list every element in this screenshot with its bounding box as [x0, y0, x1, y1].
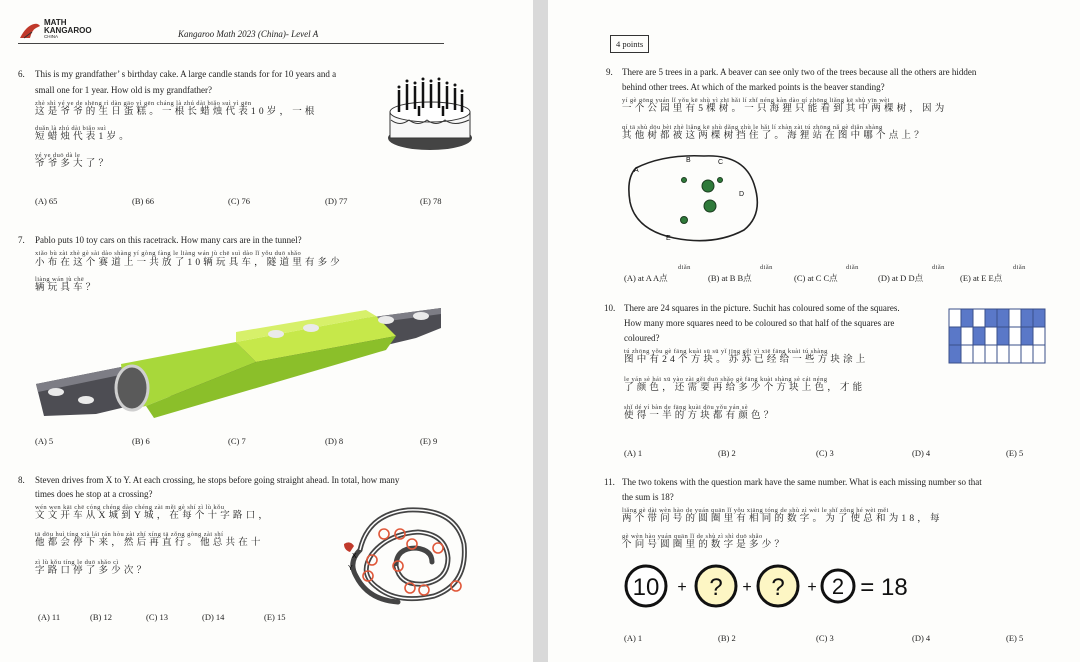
right-page — [548, 0, 1080, 662]
q6-option-a[interactable]: (A) 65 — [35, 196, 58, 206]
q7-chinese2: 辆玩具车？ — [35, 283, 99, 293]
grid-square — [1021, 345, 1033, 363]
q9-chinese2: 其他树都被这两棵树挡住了。海狸站在图中哪个点上？ — [622, 131, 927, 141]
q8-option-c[interactable]: (C) 13 — [146, 612, 168, 622]
grid-square — [973, 327, 985, 345]
grid-square — [1009, 309, 1021, 327]
q11-option-a[interactable]: (A) 1 — [624, 633, 643, 643]
q9-option-d[interactable]: (D) at D D点 — [878, 273, 924, 283]
token-question-2-label: ? — [771, 574, 785, 601]
q7-option-c[interactable]: (C) 7 — [228, 436, 246, 446]
colored-squares-grid — [948, 308, 1046, 364]
park-point-a: A — [634, 167, 639, 174]
grid-square — [949, 327, 961, 345]
q6-pinyin3: yé ye duō dà le — [35, 152, 81, 159]
left-page — [0, 0, 533, 662]
q11-option-d[interactable]: (D) 4 — [912, 633, 931, 643]
grid-square — [1021, 309, 1033, 327]
q8-option-b[interactable]: (B) 12 — [90, 612, 112, 622]
logo-text-china: CHINA — [44, 34, 59, 39]
logo-text-kangaroo: KANGAROO — [44, 26, 92, 35]
q9-chinese1: 一个公园里有5棵树。一只海狸只能看到其中两棵树，因为 — [622, 104, 948, 114]
q10-text-line1: There are 24 squares in the picture. Suchit has coloured some of the squares. — [624, 303, 900, 313]
q9-option-c[interactable]: (C) at C C点 — [794, 273, 838, 283]
grid-square — [961, 345, 973, 363]
token-equation — [620, 560, 930, 612]
q9-pinyin1: yí gè gōng yuán lǐ yǒu kē shù yì zhī hǎi lí zhǐ néng kàn dào qí zhōng liǎng kē shù yīn wèi — [622, 97, 890, 104]
q7-pinyin1: xiǎo bù zài zhè gè sài dào shàng yí gòng fàng le liàng wán jù chē suì dào lǐ yǒu duō shǎo — [35, 250, 302, 257]
q9-option-a-pinyin: diǎn — [678, 264, 691, 271]
park-point-e: E — [666, 235, 671, 242]
q8-option-d[interactable]: (D) 14 — [202, 612, 225, 622]
grid-square — [1009, 345, 1021, 363]
q8-number: 8. — [18, 475, 25, 485]
q10-chinese2: 了颜色，还需要再给多少个方块上色，才能 — [624, 383, 866, 393]
header-rule — [18, 43, 444, 44]
road-map-image — [338, 504, 473, 608]
grid-square — [973, 345, 985, 363]
page-gutter — [533, 0, 548, 662]
q6-chinese3: 爷爷多大了？ — [35, 159, 112, 169]
q6-text-line2: small one for 1 year. How old is my grandfather? — [35, 85, 212, 95]
q10-text-line3: coloured? — [624, 333, 660, 343]
park-point-d: D — [739, 191, 745, 198]
q9-text-line2: behind other trees. At which of the marked points is the beaver standing? — [622, 82, 885, 92]
logo-text-math: MATH — [44, 18, 67, 27]
points-badge: 4 points — [610, 35, 649, 53]
grid-square — [985, 309, 997, 327]
q11-text-line2: the sum is 18? — [622, 492, 674, 502]
q10-pinyin2: le yán sè hái xū yào zài gěi duō shǎo gè fāng kuài shàng sè cái néng — [624, 376, 828, 383]
q9-option-b-pinyin: diǎn — [760, 264, 773, 271]
q7-option-d[interactable]: (D) 8 — [325, 436, 344, 446]
q10-chinese1: 图中有24个方块。苏苏已经给一些方块涂上 — [624, 355, 869, 365]
park-image — [624, 150, 766, 246]
grid-square — [985, 345, 997, 363]
plus-sign-3: + — [807, 579, 817, 596]
grid-square — [997, 309, 1009, 327]
grid-square — [997, 345, 1009, 363]
header-title: Kangaroo Math 2023 (China)- Level A — [178, 29, 319, 39]
q6-option-e[interactable]: (E) 78 — [420, 196, 442, 206]
q11-pinyin2: gè wèn hào yuán quān lǐ de shù zì shì duō shǎo — [622, 533, 763, 540]
grid-square — [949, 309, 961, 327]
q8-option-a[interactable]: (A) 11 — [38, 612, 61, 622]
q6-number: 6. — [18, 69, 25, 79]
q7-option-e[interactable]: (E) 9 — [420, 436, 438, 446]
grid-square — [1033, 327, 1045, 345]
q10-option-b[interactable]: (B) 2 — [718, 448, 736, 458]
q7-text-line1: Pablo puts 10 toy cars on this racetrack. How many cars are in the tunnel? — [35, 235, 302, 245]
q11-text-line1: The two tokens with the question mark have the same number. What is each missing number so that — [622, 477, 982, 487]
maze-label-y: Y — [348, 565, 353, 572]
grid-square — [1009, 327, 1021, 345]
q9-pinyin2: qí tā shù dōu bèi zhè liǎng kē shù dǎng zhù le hǎi lí zhàn zài tú zhōng nǎ gè diǎn shàng — [622, 124, 883, 131]
q11-option-b[interactable]: (B) 2 — [718, 633, 736, 643]
q11-chinese2: 个问号圆圈里的数字是多少？ — [622, 540, 788, 550]
q6-option-c[interactable]: (C) 76 — [228, 196, 250, 206]
q11-pinyin1: liǎng gè dài wèn hào de yuán quān lǐ yǒu xiāng tóng de shù zì wèi le shǐ zǒng hé wèi měi — [622, 507, 889, 514]
equals-18: = 18 — [860, 574, 908, 601]
q8-text-line1: Steven drives from X to Y. At each crossing, he stops before going straight ahead. In total, how many — [35, 475, 400, 485]
q9-number: 9. — [606, 67, 613, 77]
q10-pinyin1: tú zhōng yǒu gè fāng kuài sū sū yǐ jīng gěi yì xiē fāng kuài tú shàng — [624, 348, 828, 355]
plus-sign-1: + — [677, 579, 687, 596]
q8-chinese1: 文文开车从X城到Y城，在每个十字路口， — [35, 511, 272, 521]
park-point-b: B — [686, 157, 691, 164]
token-2-label: 2 — [831, 574, 845, 599]
grid-square — [961, 327, 973, 345]
q6-chinese1: 这是爷爷的生日蛋糕。一根长蜡烛代表10岁，一根 — [35, 107, 318, 117]
q11-chinese1: 两个带问号的圆圈里有相同的数字。为了使总和为18，每 — [622, 514, 943, 524]
q8-text-line2: times does he stop at a crossing? — [35, 489, 153, 499]
grid-square — [985, 327, 997, 345]
q10-chinese3: 使得一半的方块都有颜色？ — [624, 411, 777, 421]
grid-square — [961, 309, 973, 327]
q9-text-line1: There are 5 trees in a park. A beaver can see only two of the trees because all the others are hidden — [622, 67, 977, 77]
q8-pinyin1: wén wen kāi chē cóng chéng dào chéng zài měi gè shí zì lù kǒu — [35, 504, 225, 511]
kangaroo-logo-icon — [18, 20, 42, 40]
park-point-c: C — [718, 159, 724, 166]
grid-square — [949, 345, 961, 363]
q8-pinyin3: zì lù kǒu tíng le duō shǎo cì — [35, 559, 119, 566]
grid-square — [997, 327, 1009, 345]
q6-option-b[interactable]: (B) 66 — [132, 196, 154, 206]
q9-option-e[interactable]: (E) at E E点 — [960, 273, 1003, 283]
q10-option-a[interactable]: (A) 1 — [624, 448, 643, 458]
q8-pinyin2: tā dōu huì tíng xià lái rán hòu zài zhí xíng tā zǒng gòng zài shí — [35, 531, 224, 538]
q10-option-c[interactable]: (C) 3 — [816, 448, 834, 458]
grid-square — [1033, 309, 1045, 327]
q6-text-line1: This is my grandfather’ s birthday cake. A large candle stands for for 10 years and a — [35, 69, 337, 79]
maze-label-x: X — [352, 553, 357, 560]
math-kangaroo-logo — [18, 18, 98, 42]
q6-pinyin1: zhè shì yé ye de shēng rì dàn gāo yì gēn cháng là zhú dài biǎo suì yì gēn — [35, 100, 252, 107]
q11-number: 11. — [604, 477, 615, 487]
q10-pinyin3: shǐ dé yí bàn de fāng kuài dōu yǒu yán sè — [624, 404, 748, 411]
q9-option-e-pinyin: diǎn — [1013, 264, 1026, 271]
birthday-cake-image — [385, 72, 475, 157]
q10-option-d[interactable]: (D) 4 — [912, 448, 931, 458]
q11-option-c[interactable]: (C) 3 — [816, 633, 834, 643]
grid-square — [973, 309, 985, 327]
q7-chinese1: 小布在这个赛道上一共放了10辆玩具车，隧道里有多少 — [35, 258, 344, 268]
plus-sign-2: + — [742, 579, 752, 596]
q6-option-d[interactable]: (D) 77 — [325, 196, 348, 206]
q10-option-e[interactable]: (E) 5 — [1006, 448, 1024, 458]
q8-chinese3: 字路口停了多少次？ — [35, 566, 150, 576]
q9-option-d-pinyin: diǎn — [932, 264, 945, 271]
racetrack-image — [36, 306, 446, 426]
q8-chinese2: 他都会停下来，然后再直行。他总共在十 — [35, 538, 264, 548]
q9-option-c-pinyin: diǎn — [846, 264, 859, 271]
q9-option-b[interactable]: (B) at B B点 — [708, 273, 752, 283]
q10-number: 10. — [604, 303, 616, 313]
grid-square — [1021, 327, 1033, 345]
q6-chinese2: 短蜡烛代表1岁。 — [35, 132, 132, 142]
q11-option-e[interactable]: (E) 5 — [1006, 633, 1024, 643]
token-question-1-label: ? — [709, 574, 723, 601]
q9-option-a[interactable]: (A) at A A点 — [624, 273, 668, 283]
grid-square — [1033, 345, 1045, 363]
q10-text-line2: How many more squares need to be coloured so that half of the squares are — [624, 318, 895, 328]
q7-option-a[interactable]: (A) 5 — [35, 436, 54, 446]
q8-option-e[interactable]: (E) 15 — [264, 612, 286, 622]
token-10-label: 10 — [632, 574, 660, 601]
q7-pinyin2: liàng wán jù chē — [35, 276, 85, 283]
q6-pinyin2: duǎn là zhú dài biǎo suì — [35, 125, 107, 132]
q7-option-b[interactable]: (B) 6 — [132, 436, 150, 446]
q7-number: 7. — [18, 235, 25, 245]
